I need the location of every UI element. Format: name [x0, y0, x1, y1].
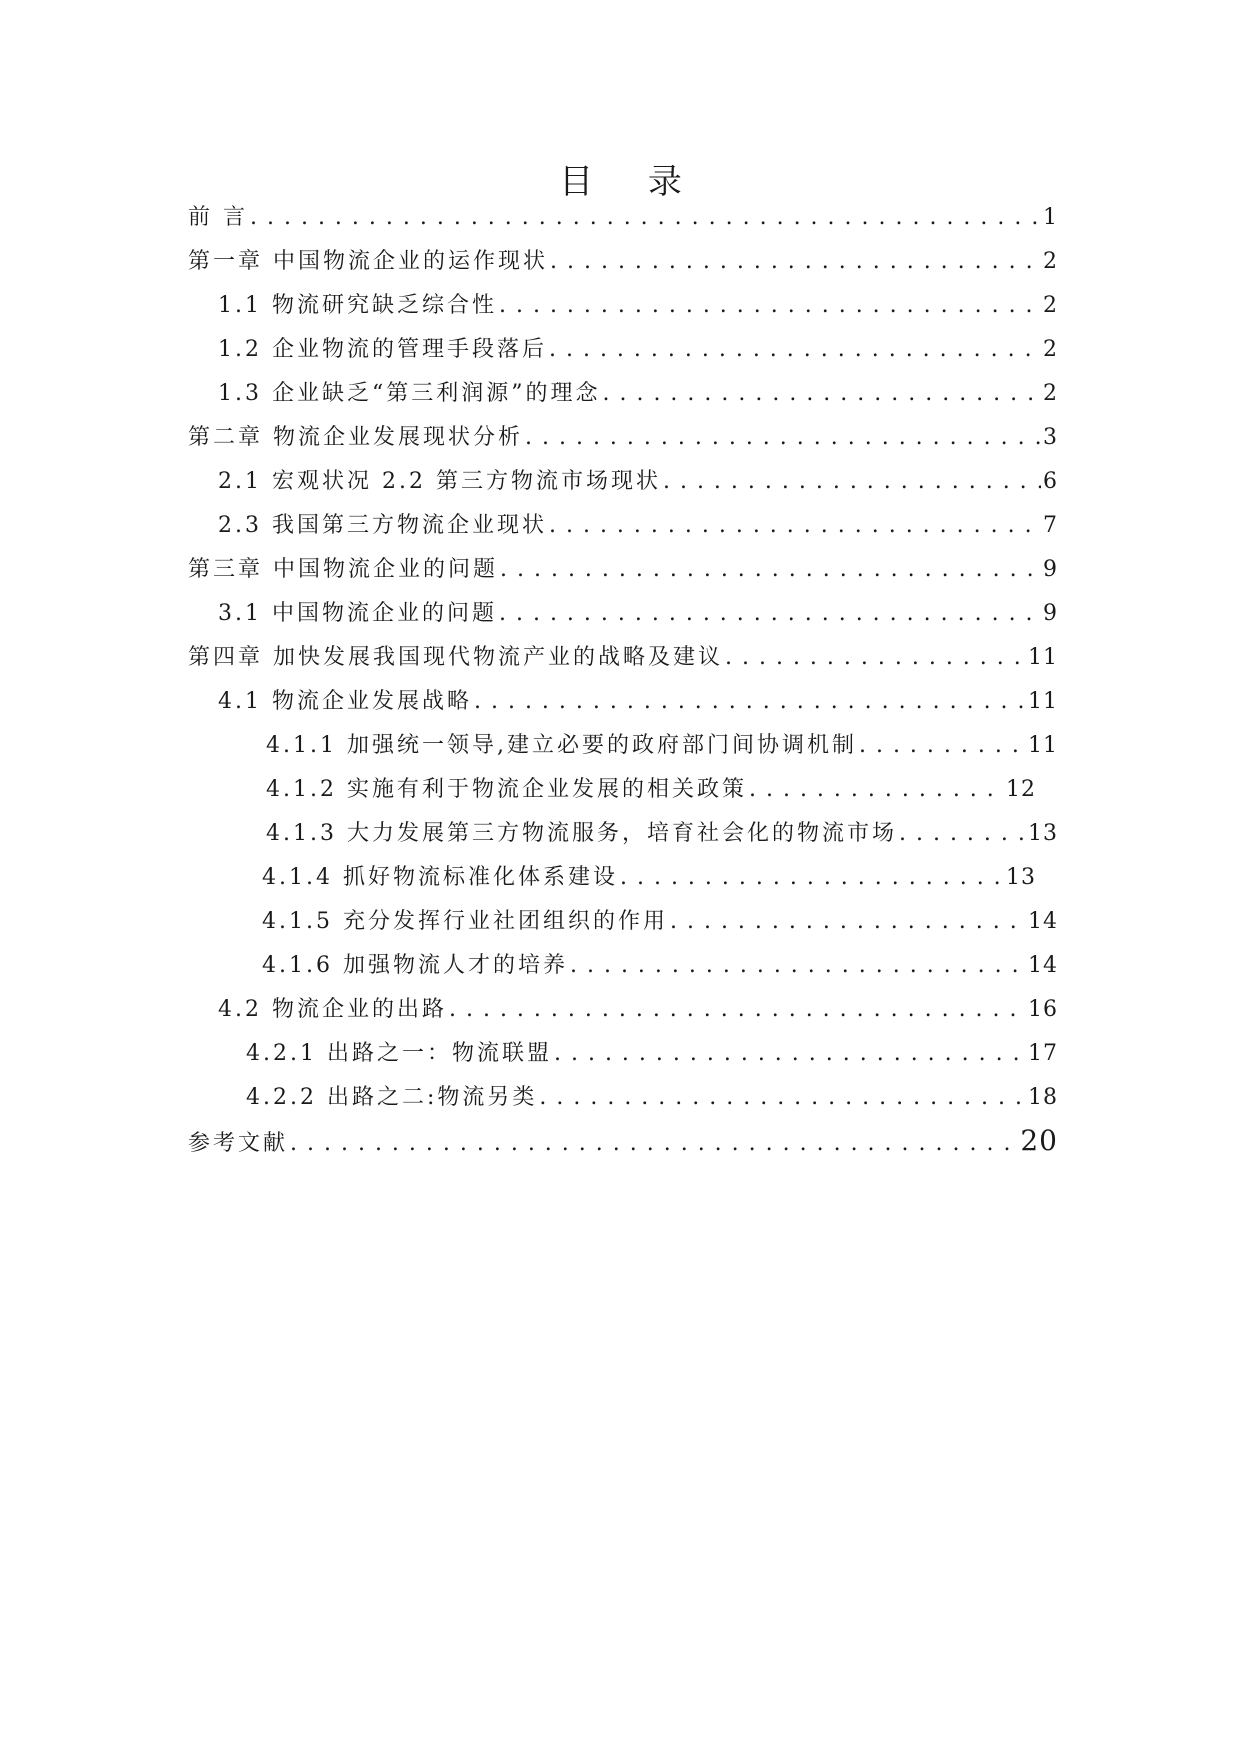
toc-page-number: 18 — [1028, 1085, 1058, 1110]
toc-leader-dots — [670, 909, 1026, 934]
toc-entry-text: 4.1.4 抓好物流标准化体系建设 — [262, 865, 618, 890]
toc-leader-dots — [725, 645, 1026, 670]
toc-page-number: 14 — [1028, 953, 1058, 978]
toc-entry-text: 第四章 加快发展我国现代物流产业的战略及建议 — [188, 645, 723, 670]
toc-entry-text: 前 言 — [188, 205, 248, 230]
toc-entry[interactable] — [218, 684, 1058, 718]
toc-leader-dots — [550, 249, 1041, 274]
toc-leader-dots — [539, 1085, 1026, 1110]
toc-entry[interactable] — [262, 948, 1058, 982]
toc-page-number: 2 — [1043, 249, 1058, 274]
toc-leader-dots — [449, 997, 1026, 1022]
toc-entry-text: 第三章 中国物流企业的问题 — [188, 557, 498, 582]
toc-page-number: 3 — [1043, 425, 1058, 450]
toc-entry-text: 4.1.1 加强统一领导,建立必要的政府部门间协调机制 — [266, 733, 857, 758]
toc-leader-dots — [499, 601, 1041, 626]
toc-page-number: 11 — [1028, 733, 1058, 758]
toc-entry-text: 4.1.5 充分发挥行业社团组织的作用 — [262, 909, 668, 934]
toc-entry[interactable] — [218, 288, 1058, 322]
toc-page-number: 11 — [1028, 689, 1058, 714]
toc-title: 目 录 — [559, 162, 704, 202]
toc-entry-text: 第一章 中国物流企业的运作现状 — [188, 249, 548, 274]
toc-page-number: 20 — [1020, 1124, 1058, 1157]
toc-entry-text: 2.1 宏观状况 2.2 第三方物流市场现状 — [218, 469, 661, 494]
toc-entry-text: 4.1 物流企业发展战略 — [218, 689, 472, 714]
toc-page-number: 13 — [1006, 865, 1036, 890]
toc-page-number: 2 — [1043, 381, 1058, 406]
toc-entry[interactable] — [218, 508, 1058, 542]
toc-entry-text: 4.2.1 出路之一：物流联盟 — [246, 1041, 552, 1066]
toc-entry[interactable] — [266, 728, 1058, 762]
toc-entry[interactable] — [188, 200, 1058, 234]
toc-entry-text: 4.1.3 大力发展第三方物流服务，培育社会化的物流市场 — [266, 821, 897, 846]
toc-page-number: 9 — [1043, 601, 1058, 626]
toc-leader-dots — [554, 1041, 1026, 1066]
toc-entry[interactable] — [218, 376, 1058, 410]
toc-leader-dots — [500, 557, 1041, 582]
toc-page-number: 11 — [1028, 645, 1058, 670]
toc-entry-text: 4.1.6 加强物流人才的培养 — [262, 953, 568, 978]
toc-leader-dots — [499, 293, 1041, 318]
toc-entry[interactable] — [188, 640, 1058, 674]
toc-entry[interactable] — [188, 420, 1058, 454]
toc-entry-text: 1.3 企业缺乏“第三利润源”的理念 — [218, 381, 601, 406]
toc-entry-text: 4.2 物流企业的出路 — [218, 997, 447, 1022]
toc-entry[interactable] — [262, 904, 1058, 938]
toc-leader-dots — [620, 865, 1004, 890]
toc-entry[interactable] — [266, 816, 1058, 850]
toc-leader-dots — [525, 425, 1041, 450]
toc-page-number: 12 — [1006, 777, 1036, 802]
toc-leader-dots — [602, 381, 1041, 406]
toc-entry[interactable] — [218, 464, 1058, 498]
toc-entry-text: 3.1 中国物流企业的问题 — [218, 601, 497, 626]
toc-entry[interactable] — [246, 1036, 1058, 1070]
toc-entry[interactable] — [188, 244, 1058, 278]
toc-entry-text: 参考文献 — [188, 1131, 289, 1156]
toc-entry[interactable] — [218, 332, 1058, 366]
toc-leader-dots — [290, 1131, 1018, 1156]
toc-page-number: 9 — [1043, 557, 1058, 582]
toc-entry[interactable] — [246, 1080, 1058, 1114]
toc-page-number: 2 — [1043, 337, 1058, 362]
toc-entry[interactable] — [188, 1124, 1058, 1158]
toc-entry[interactable] — [262, 860, 1036, 894]
toc-entry[interactable] — [218, 992, 1058, 1026]
toc-page-number: 6 — [1043, 469, 1058, 494]
toc-leader-dots — [549, 337, 1041, 362]
toc-page-number: 14 — [1028, 909, 1058, 934]
toc-leader-dots — [570, 953, 1026, 978]
toc-page-number: 13 — [1028, 821, 1058, 846]
toc-entry[interactable] — [266, 772, 1036, 806]
toc-entry[interactable] — [188, 552, 1058, 586]
toc-page-number: 1 — [1043, 205, 1058, 230]
toc-leader-dots — [859, 733, 1026, 758]
toc-leader-dots — [250, 205, 1041, 230]
toc-entry[interactable] — [218, 596, 1058, 630]
toc-entry-text: 第二章 物流企业发展现状分析 — [188, 425, 523, 450]
toc-leader-dots — [663, 469, 1041, 494]
toc-page-number: 7 — [1043, 513, 1058, 538]
toc-leader-dots — [549, 513, 1041, 538]
toc-leader-dots — [899, 821, 1026, 846]
toc-leader-dots — [749, 777, 1004, 802]
toc-leader-dots — [474, 689, 1026, 714]
toc-entry-text: 1.1 物流研究缺乏综合性 — [218, 293, 497, 318]
toc-page-number: 2 — [1043, 293, 1058, 318]
toc-entry-text: 1.2 企业物流的管理手段落后 — [218, 337, 547, 362]
toc-entry-text: 4.1.2 实施有利于物流企业发展的相关政策 — [266, 777, 747, 802]
toc-entry-text: 2.3 我国第三方物流企业现状 — [218, 513, 547, 538]
toc-page-number: 17 — [1028, 1041, 1058, 1066]
toc-page-number: 16 — [1028, 997, 1058, 1022]
toc-entry-text: 4.2.2 出路之二:物流另类 — [246, 1085, 538, 1110]
